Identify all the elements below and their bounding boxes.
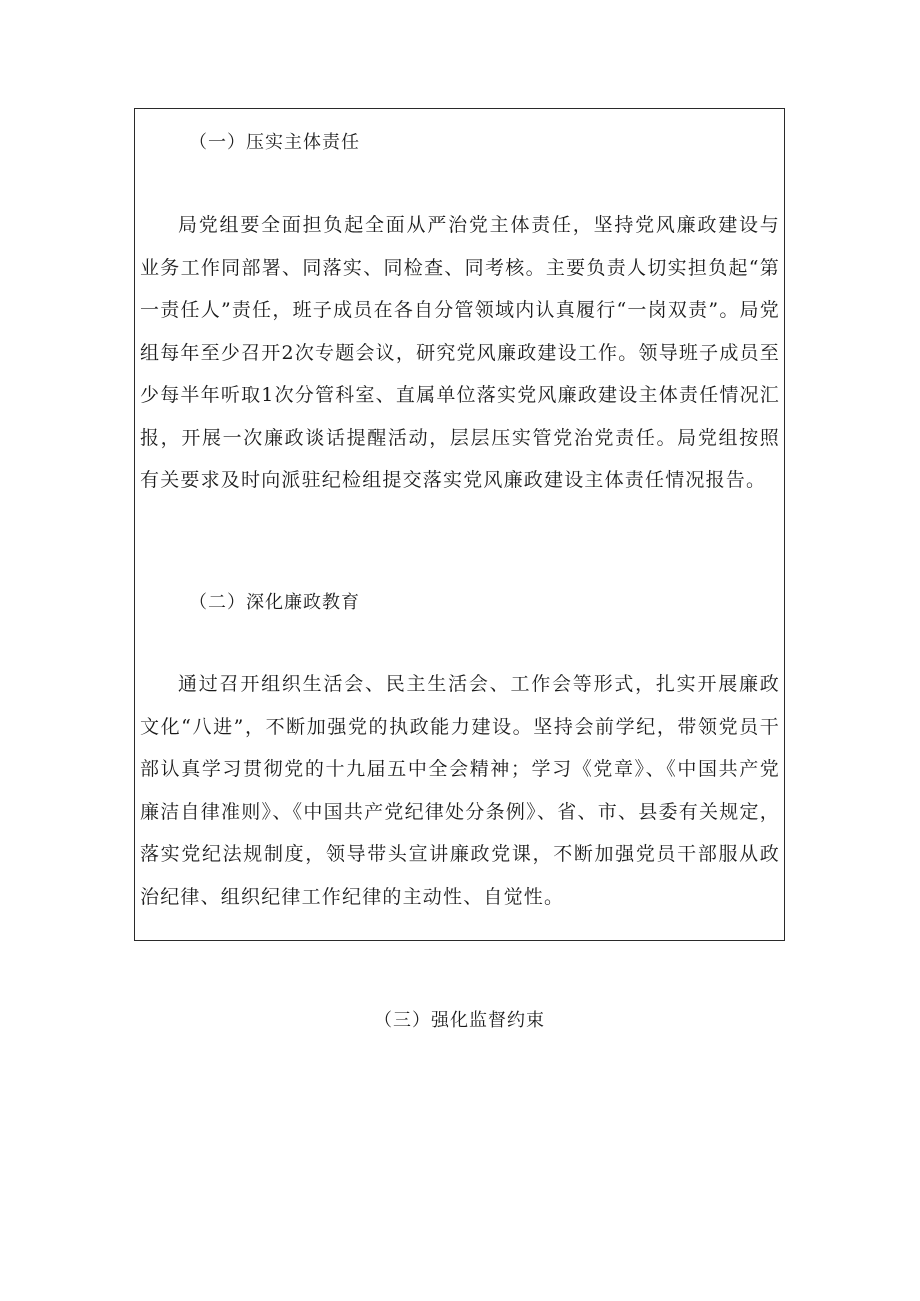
section-heading-1: （一）压实主体责任 [189,132,360,153]
section-heading-3: （三）强化监督约束 [374,1010,545,1031]
section-paragraph-2: 通过召开组织生活会、民主生活会、工作会等形式，扎实开展廉政文化“八进”，不断加强党的执政能力建设。坚持会前学纪，带领党员干部认真学习贯彻党的十九届五中全会精神；学习《党章》、《中国共产党廉洁自律准则》、《中国共产党纪律处分条例》、省、市、县委有关规定，落实党纪法规制度，领导带头宣讲廉政党课，不断加强党员干部服从政治纪律、组织纪律工作纪律的主动性、自觉性。 [140,673,780,908]
section-paragraph-1: 局党组要全面担负起全面从严治党主体责任，坚持党风廉政建设与业务工作同部署、同落实、同检查、同考核。主要负责人切实担负起“第一责任人”责任，班子成员在各自分管领域内认真履行“一岗双责”。局党组每年至少召开2次专题会议，研究党风廉政建设工作。领导班子成员至少每半年听取1次分管科室、直属单位落实党风廉政建设主体责任情况汇报，开展一次廉政谈话提醒活动，层层压实管党治党责任。局党组按照有关要求及时向派驻纪检组提交落实党风廉政建设主体责任情况报告。 [140,214,780,491]
section-heading-2: （二）深化廉政教育 [189,592,360,613]
